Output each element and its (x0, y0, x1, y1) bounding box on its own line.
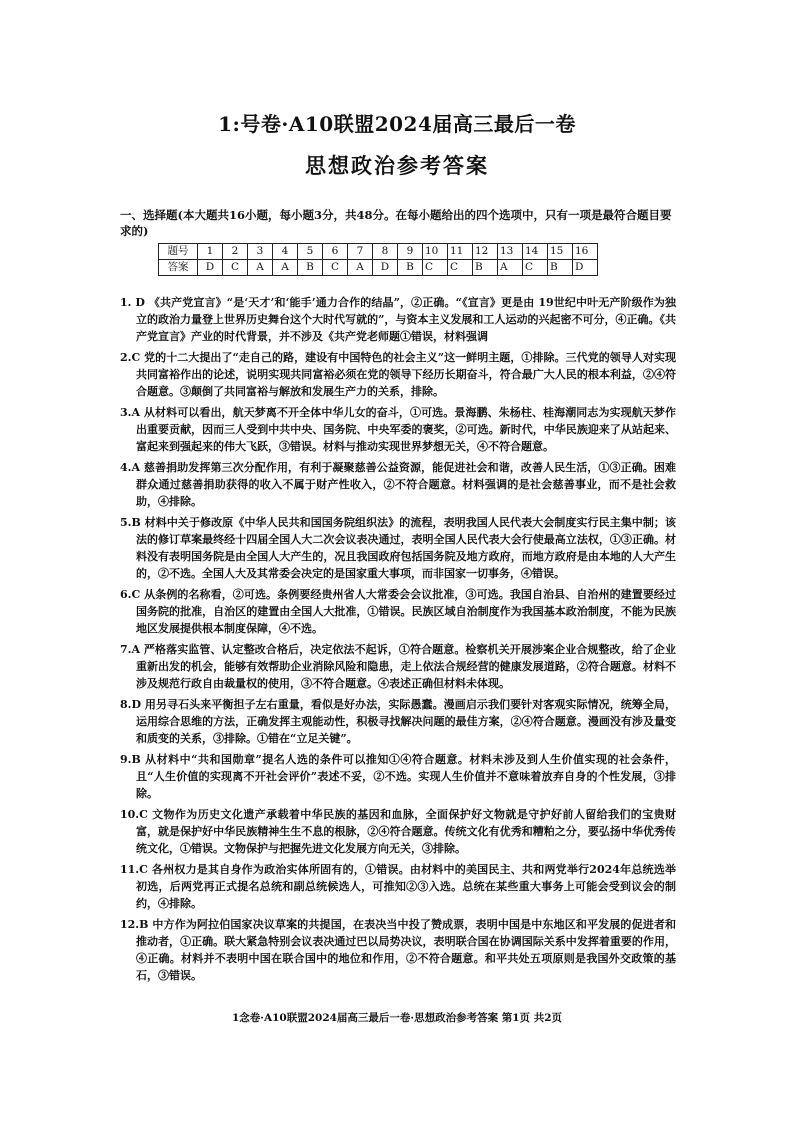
explanation-item: 8.D 用另寻石头来平衡担子左右重量，看似是好办法，实际愚蠢。漫画启示我们要针对客观实际情况，统筹全局，运用综合思维的方法，正确发挥主观能动性，积极寻找解决问题的最佳方案，②④符合题意。漫画没有涉及量变和质变的关系，③排除。①错在“立足关键”。 (120, 698, 676, 745)
answer-cell: A (273, 260, 298, 276)
explanation-item: 6.C 从条例的名称看，②可选。条例要经贵州省人大常委会会议批准，③可选。我国自治县、自治州的建置要经过国务院的批准，自治区的建置由全国人大批准，①错误。民族区域自治制度作为我国基本政治制度，不能为民族地区发展提供根本制度保障，④不选。 (120, 588, 676, 635)
question-number: 9 (398, 244, 423, 260)
table-row-label: 答案 (159, 260, 198, 276)
answer-cell: B (548, 260, 573, 276)
explanation-item: 5.B 材料中关于修改原《中华人民共和国国务院组织法》的流程，表明我国人民代表大会制度实行民主集中制；该法的修订草案最终经十四届全国人大二次会议表决通过，表明全国人民代表大会行使最高立法权，①③正确。材料没有表明国务院是由全国人大产生的，况且我国政府包括国务院及地方政府，而地方政府是由本地的人大产生的，②不选。全国人大及其常委会决定的是国家重大事项，而非国家一切事务，④错误。 (120, 516, 676, 580)
explanation-item: 11.C 各州权力是其自身作为政治实体所固有的，①错误。由材料中的美国民主、共和两党举行2024年总统选举初选，后两党再正式提名总统和副总统候选人，可推知②③入选。总统在某些重大事务上可能会受到议会的制约，④排除。 (120, 863, 676, 910)
answer-explanations (120, 294, 676, 988)
explanation-item: 9.B 从材料中“共和国勋章”提名人选的条件可以推知①④符合题意。材料未涉及到人生价值实现的社会条件，且“人生价值的实现离不开社会评价”表述不妥，②不选。实现人生价值并不意味着放弃自身的个性发展，③排除。 (120, 753, 676, 800)
answer-table-answer-row (159, 260, 598, 276)
question-number: 16 (573, 244, 598, 260)
section-heading: 一、选择题(本大题共16小题，每小题3分，共48分。在每小题给出的四个选项中，只有一项是最符合题目要求的) (120, 208, 672, 238)
explanation-item: 4.A 慈善捐助发挥第三次分配作用，有利于凝聚慈善公益资源，能促进社会和谐，改善人民生活，①③正确。困难群众通过慈善捐助获得的收入不属于财产性收入，②不符合题意。材料强调的是社会慈善事业，而不是社会救助，④排除。 (120, 461, 676, 508)
explanation-item: 1. D 《共产党宣言》“是‘天才’和‘能手’通力合作的结晶”，②正确。“《宣言》更是由 19世纪中叶无产阶级作为独立的政治力量登上世界历史舞台这个大时代写就的”，与资本主义发展和工人运动的兴起密不可分，④正确。《共产党宣言》产业的时代背景，并不涉及《共产党老师题①错误，材料强调 (120, 296, 676, 343)
answer-cell: C (323, 260, 348, 276)
question-number: 3 (248, 244, 273, 260)
question-number: 12 (473, 244, 498, 260)
explanation-item: 2.C 党的十二大提出了“走自己的路，建设有中国特色的社会主义”这一鲜明主题，①排除。三代党的领导人对实现共同富裕作出的论述，说明实现共同富裕必须在党的领导下经历长期奋斗，符合最广大人民的根本利益，②④符合题意。③颠倒了共同富裕与解放和发展生产力的关系，排除。 (120, 351, 676, 398)
answer-cell: C (523, 260, 548, 276)
explanation-item: 3.A 从材料可以看出，航天梦离不开全体中华儿女的奋斗，①可选。景海鹏、朱杨柱、桂海潮同志为实现航天梦作出重要贡献，因而三人受到中共中央、国务院、中央军委的褒奖，②可选。新时代，中华民族迎来了从站起来、富起来到强起来的伟大飞跃，③错误。材料与推动实现世界梦想无关，④不符合题意。 (120, 406, 676, 453)
answer-cell: B (473, 260, 498, 276)
question-number: 14 (523, 244, 548, 260)
explanation-item: 10.C 文物作为历史文化遗产承载着中华民族的基因和血脉，全面保护好文物就是守护好前人留给我们的宝贵财富，就是保护好中华民族精神生生不息的根脉，②④符合题意。传统文化有优秀和糟粕之分，要弘扬中华优秀传统文化，①错误。文物保护与把握先进文化发展方向无关，③排除。 (120, 808, 676, 855)
answer-cell: B (398, 260, 423, 276)
page-footer: 1念卷·A10联盟2024届高三最后一卷·思想政治参考答案 第1页 共2页 (231, 1012, 563, 1024)
answer-cell: D (198, 260, 223, 276)
question-number: 7 (348, 244, 373, 260)
answer-cell: A (248, 260, 273, 276)
answer-cell: D (573, 260, 598, 276)
answer-cell: C (423, 260, 448, 276)
question-number: 1 (198, 244, 223, 260)
answer-cell: A (498, 260, 523, 276)
page-title: 1:号卷·A10联盟2024届高三最后一卷 (218, 112, 576, 136)
question-number: 2 (223, 244, 248, 260)
answer-cell: D (373, 260, 398, 276)
table-row-label: 题号 (159, 244, 198, 260)
answer-cell: C (448, 260, 473, 276)
question-number: 5 (298, 244, 323, 260)
explanation-item: 12.B 中方作为阿拉伯国家决议草案的共提国，在表决当中投了赞成票，表明中国是中东地区和平发展的促进者和推动者，①正确。联大紧急特别会议表决通过巴以局势决议，表明联合国在协调国际关系中发挥着重要的作用，④正确。材料并不表明中国在联合国中的地位和作用，②不符合题意。和平共处五项原则是我国外交政策的基石，③错误。 (120, 918, 676, 982)
explanation-item: 7.A 严格落实监管、认定整改合格后，决定依法不起诉，①符合题意。检察机关开展涉案企业合规整改，给了企业重新出发的机会，能够有效帮助企业消除风险和隐患，走上依法合规经营的健康发展道路，②符合题意。材料不涉及规范行政自由裁量权的使用，③不符合题意。④表述正确但材料未体现。 (120, 643, 676, 690)
page-subtitle: 思想政治参考答案 (305, 153, 489, 178)
question-number: 10 (423, 244, 448, 260)
question-number: 4 (273, 244, 298, 260)
answer-table-number-row (159, 244, 598, 260)
answer-cell: A (348, 260, 373, 276)
answer-table (158, 243, 598, 276)
question-number: 11 (448, 244, 473, 260)
question-number: 8 (373, 244, 398, 260)
answer-cell: C (223, 260, 248, 276)
question-number: 15 (548, 244, 573, 260)
answer-cell: B (298, 260, 323, 276)
question-number: 13 (498, 244, 523, 260)
question-number: 6 (323, 244, 348, 260)
